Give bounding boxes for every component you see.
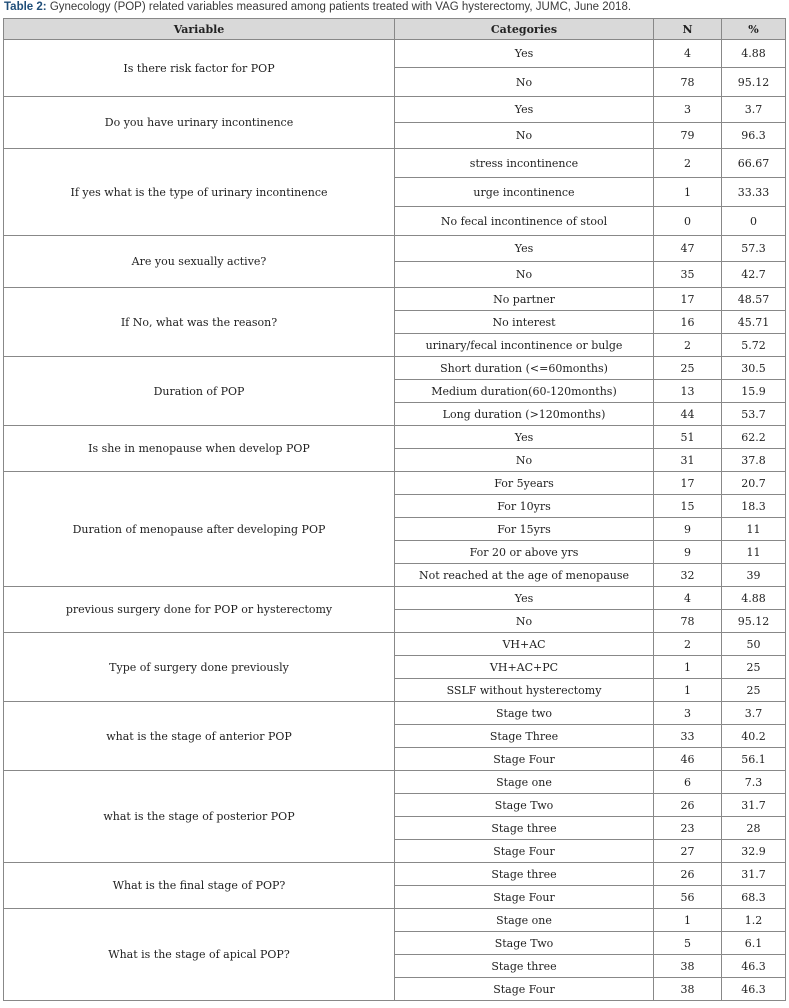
count-cell: 17 <box>654 472 722 495</box>
count-cell: 13 <box>654 380 722 403</box>
table-row <box>4 472 786 495</box>
percent-cell: 3.7 <box>722 702 786 725</box>
count-cell: 9 <box>654 541 722 564</box>
category-cell: For 10yrs <box>395 495 654 518</box>
category-cell: Stage Three <box>395 725 654 748</box>
variable-cell: What is the stage of apical POP? <box>4 909 395 1001</box>
percent-cell: 18.3 <box>722 495 786 518</box>
category-cell: stress incontinence <box>395 149 654 178</box>
percent-cell: 42.7 <box>722 262 786 288</box>
category-cell: Yes <box>395 426 654 449</box>
table-row <box>4 97 786 123</box>
count-cell: 3 <box>654 702 722 725</box>
count-cell: 23 <box>654 817 722 840</box>
percent-cell: 33.33 <box>722 178 786 207</box>
category-cell: Short duration (<=60months) <box>395 357 654 380</box>
table-row <box>4 909 786 932</box>
variable-cell: If yes what is the type of urinary incontinence <box>4 149 395 236</box>
count-cell: 78 <box>654 68 722 97</box>
table-row <box>4 149 786 178</box>
category-cell: Stage Four <box>395 840 654 863</box>
percent-cell: 31.7 <box>722 863 786 886</box>
variable-cell: previous surgery done for POP or hysterectomy <box>4 587 395 633</box>
count-cell: 46 <box>654 748 722 771</box>
table-row <box>4 40 786 68</box>
category-cell: Yes <box>395 97 654 123</box>
count-cell: 3 <box>654 97 722 123</box>
percent-cell: 46.3 <box>722 978 786 1001</box>
count-cell: 33 <box>654 725 722 748</box>
count-cell: 26 <box>654 863 722 886</box>
category-cell: Medium duration(60-120months) <box>395 380 654 403</box>
variable-cell: If No, what was the reason? <box>4 288 395 357</box>
category-cell: Stage Four <box>395 886 654 909</box>
category-cell: No <box>395 262 654 288</box>
count-cell: 1 <box>654 679 722 702</box>
category-cell: No <box>395 610 654 633</box>
table-row <box>4 426 786 449</box>
percent-cell: 6.1 <box>722 932 786 955</box>
percent-cell: 95.12 <box>722 68 786 97</box>
category-cell: No <box>395 68 654 97</box>
count-cell: 16 <box>654 311 722 334</box>
count-cell: 44 <box>654 403 722 426</box>
table-body <box>4 40 786 1001</box>
category-cell: For 5years <box>395 472 654 495</box>
category-cell: Stage Two <box>395 794 654 817</box>
count-cell: 31 <box>654 449 722 472</box>
category-cell: Stage three <box>395 863 654 886</box>
table-row <box>4 236 786 262</box>
category-cell: Stage Four <box>395 748 654 771</box>
header-row <box>4 19 786 40</box>
header-n: N <box>654 19 722 40</box>
percent-cell: 32.9 <box>722 840 786 863</box>
percent-cell: 30.5 <box>722 357 786 380</box>
count-cell: 1 <box>654 909 722 932</box>
percent-cell: 48.57 <box>722 288 786 311</box>
category-cell: Stage two <box>395 702 654 725</box>
percent-cell: 25 <box>722 656 786 679</box>
percent-cell: 11 <box>722 541 786 564</box>
count-cell: 79 <box>654 123 722 149</box>
percent-cell: 37.8 <box>722 449 786 472</box>
percent-cell: 11 <box>722 518 786 541</box>
variable-cell: Duration of POP <box>4 357 395 426</box>
percent-cell: 4.88 <box>722 40 786 68</box>
count-cell: 32 <box>654 564 722 587</box>
category-cell: Yes <box>395 40 654 68</box>
count-cell: 9 <box>654 518 722 541</box>
variable-cell: Do you have urinary incontinence <box>4 97 395 149</box>
count-cell: 47 <box>654 236 722 262</box>
count-cell: 0 <box>654 207 722 236</box>
count-cell: 6 <box>654 771 722 794</box>
variable-cell: Type of surgery done previously <box>4 633 395 702</box>
count-cell: 56 <box>654 886 722 909</box>
percent-cell: 7.3 <box>722 771 786 794</box>
category-cell: Stage one <box>395 771 654 794</box>
percent-cell: 1.2 <box>722 909 786 932</box>
variable-cell: What is the final stage of POP? <box>4 863 395 909</box>
count-cell: 4 <box>654 587 722 610</box>
count-cell: 35 <box>654 262 722 288</box>
header-percent: % <box>722 19 786 40</box>
variable-cell: what is the stage of anterior POP <box>4 702 395 771</box>
count-cell: 1 <box>654 178 722 207</box>
percent-cell: 15.9 <box>722 380 786 403</box>
percent-cell: 56.1 <box>722 748 786 771</box>
percent-cell: 62.2 <box>722 426 786 449</box>
category-cell: Not reached at the age of menopause <box>395 564 654 587</box>
variable-cell: Is there risk factor for POP <box>4 40 395 97</box>
count-cell: 38 <box>654 955 722 978</box>
category-cell: VH+AC+PC <box>395 656 654 679</box>
count-cell: 38 <box>654 978 722 1001</box>
percent-cell: 20.7 <box>722 472 786 495</box>
category-cell: Stage Two <box>395 932 654 955</box>
count-cell: 15 <box>654 495 722 518</box>
count-cell: 2 <box>654 633 722 656</box>
percent-cell: 95.12 <box>722 610 786 633</box>
count-cell: 2 <box>654 334 722 357</box>
table-row <box>4 288 786 311</box>
table-row <box>4 702 786 725</box>
count-cell: 1 <box>654 656 722 679</box>
pop-variables-table <box>3 18 786 1001</box>
category-cell: Yes <box>395 236 654 262</box>
category-cell: For 15yrs <box>395 518 654 541</box>
header-categories: Categories <box>395 19 654 40</box>
count-cell: 5 <box>654 932 722 955</box>
variable-cell: Duration of menopause after developing POP <box>4 472 395 587</box>
count-cell: 2 <box>654 149 722 178</box>
category-cell: Stage three <box>395 817 654 840</box>
category-cell: Yes <box>395 587 654 610</box>
caption-label: Table 2: <box>4 1 47 13</box>
table-row <box>4 357 786 380</box>
percent-cell: 46.3 <box>722 955 786 978</box>
variable-cell: what is the stage of posterior POP <box>4 771 395 863</box>
percent-cell: 66.67 <box>722 149 786 178</box>
category-cell: No <box>395 123 654 149</box>
count-cell: 17 <box>654 288 722 311</box>
category-cell: urge incontinence <box>395 178 654 207</box>
percent-cell: 53.7 <box>722 403 786 426</box>
percent-cell: 25 <box>722 679 786 702</box>
percent-cell: 57.3 <box>722 236 786 262</box>
count-cell: 78 <box>654 610 722 633</box>
percent-cell: 39 <box>722 564 786 587</box>
count-cell: 27 <box>654 840 722 863</box>
count-cell: 26 <box>654 794 722 817</box>
count-cell: 4 <box>654 40 722 68</box>
category-cell: For 20 or above yrs <box>395 541 654 564</box>
count-cell: 51 <box>654 426 722 449</box>
variable-cell: Is she in menopause when develop POP <box>4 426 395 472</box>
category-cell: VH+AC <box>395 633 654 656</box>
percent-cell: 5.72 <box>722 334 786 357</box>
category-cell: Stage one <box>395 909 654 932</box>
category-cell: Stage Four <box>395 978 654 1001</box>
percent-cell: 28 <box>722 817 786 840</box>
percent-cell: 40.2 <box>722 725 786 748</box>
percent-cell: 4.88 <box>722 587 786 610</box>
category-cell: SSLF without hysterectomy <box>395 679 654 702</box>
percent-cell: 68.3 <box>722 886 786 909</box>
table-caption <box>4 0 631 14</box>
category-cell: No fecal incontinence of stool <box>395 207 654 236</box>
table-row <box>4 587 786 610</box>
percent-cell: 3.7 <box>722 97 786 123</box>
table-row <box>4 771 786 794</box>
category-cell: No <box>395 449 654 472</box>
table-row <box>4 633 786 656</box>
category-cell: No interest <box>395 311 654 334</box>
category-cell: Stage three <box>395 955 654 978</box>
percent-cell: 45.71 <box>722 311 786 334</box>
percent-cell: 96.3 <box>722 123 786 149</box>
table-row <box>4 863 786 886</box>
caption-text: Gynecology (POP) related variables measured among patients treated with VAG hysterectomy, JUMC, June 2018. <box>49 1 632 13</box>
percent-cell: 0 <box>722 207 786 236</box>
category-cell: Long duration (>120months) <box>395 403 654 426</box>
category-cell: No partner <box>395 288 654 311</box>
variable-cell: Are you sexually active? <box>4 236 395 288</box>
category-cell: urinary/fecal incontinence or bulge <box>395 334 654 357</box>
header-variable: Variable <box>4 19 395 40</box>
percent-cell: 31.7 <box>722 794 786 817</box>
count-cell: 25 <box>654 357 722 380</box>
percent-cell: 50 <box>722 633 786 656</box>
